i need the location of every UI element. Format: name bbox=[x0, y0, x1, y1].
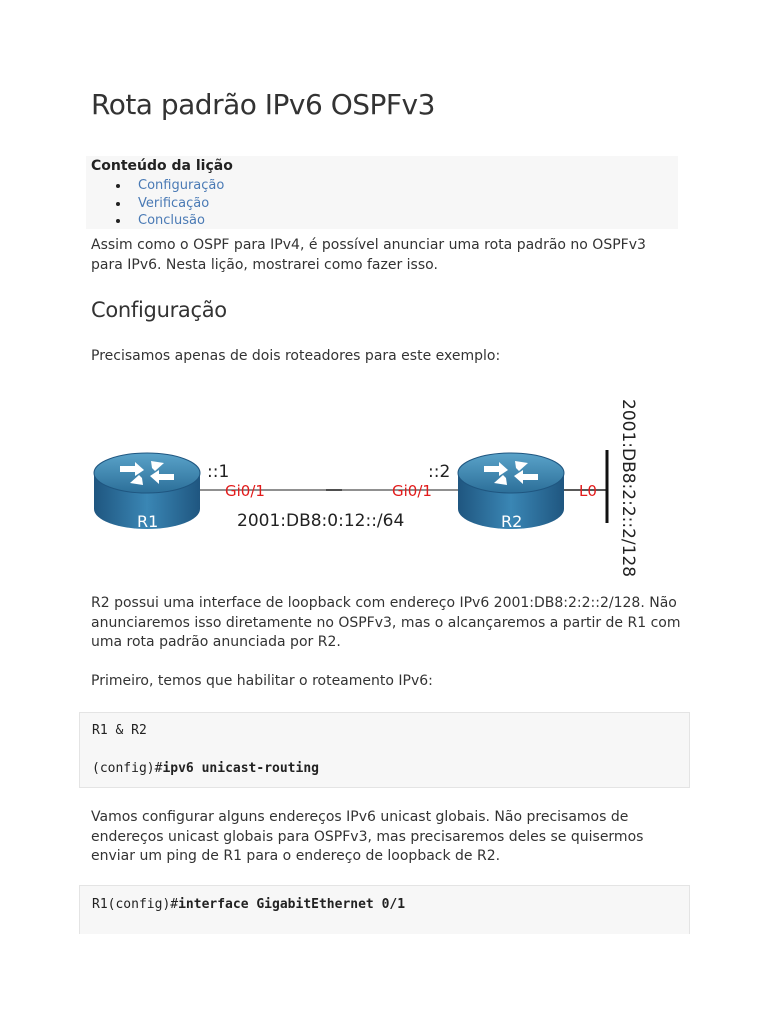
intro-paragraph: Assim como o OSPF para IPv4, é possível anunciar uma rota padrão no OSPFv3 para IPv6. Nesta lição, mostrarei como fazer isso. bbox=[91, 237, 646, 273]
r2-host-address: ::2 bbox=[428, 462, 451, 482]
code-command: interface GigabitEthernet 0/1 bbox=[178, 897, 406, 912]
toc-item bbox=[114, 212, 224, 230]
routers-paragraph: Precisamos apenas de dois roteadores para este exemplo: bbox=[91, 348, 501, 364]
router-r1-label: R1 bbox=[137, 512, 159, 531]
lesson-contents bbox=[86, 156, 678, 229]
code-command: ipv6 unicast-routing bbox=[162, 761, 319, 776]
page-title: Rota padrão IPv6 OSPFv3 bbox=[91, 88, 435, 121]
unicast-paragraph: Vamos configurar alguns endereços IPv6 unicast globais. Não precisamos de endereços unicast globais para OSPFv3, mas precisaremos deles se quisermos enviar um ping de R1 para o endereço de loopback de R2. bbox=[91, 809, 644, 864]
code-prompt: (config)# bbox=[92, 761, 163, 776]
subnet-label: 2001:DB8:0:12::/64 bbox=[237, 511, 405, 531]
toc-link-conclusao[interactable]: Conclusão bbox=[138, 213, 205, 228]
router-r2-label: R2 bbox=[501, 512, 523, 531]
lesson-contents-heading: Conteúdo da lição bbox=[91, 158, 233, 174]
loopback-address-label: 2001:DB8:2:2::2/128 bbox=[618, 399, 638, 578]
code-prompt: R1(config)# bbox=[92, 897, 179, 912]
lesson-contents-list bbox=[114, 177, 224, 230]
loopback-paragraph: R2 possui uma interface de loopback com endereço IPv6 2001:DB8:2:2::2/128. Não anunciaremos isso diretamente no OSPFv3, mas o alcançaremos a partir de R1 com uma rota padrão anunciada por R2. bbox=[91, 595, 681, 650]
first-step-paragraph: Primeiro, temos que habilitar o roteamento IPv6: bbox=[91, 673, 433, 689]
loopback-interface-label: L0 bbox=[579, 482, 597, 500]
code-line-device: R1 & R2 bbox=[92, 723, 147, 738]
toc-link-verificacao[interactable]: Verificação bbox=[138, 195, 210, 211]
r1-interface-label: Gi0/1 bbox=[225, 482, 265, 500]
network-topology-diagram bbox=[90, 395, 650, 590]
section-heading-configuracao: Configuração bbox=[91, 298, 227, 322]
code-line-interface bbox=[92, 897, 405, 912]
toc-item bbox=[114, 177, 224, 195]
r1-host-address: ::1 bbox=[207, 462, 230, 482]
code-block-ipv6-routing bbox=[79, 712, 690, 788]
code-line-command bbox=[92, 761, 319, 776]
toc-link-configuracao[interactable]: Configuração bbox=[138, 178, 225, 193]
r2-interface-label: Gi0/1 bbox=[392, 482, 432, 500]
toc-item bbox=[114, 195, 224, 213]
code-block-interface bbox=[79, 885, 690, 934]
